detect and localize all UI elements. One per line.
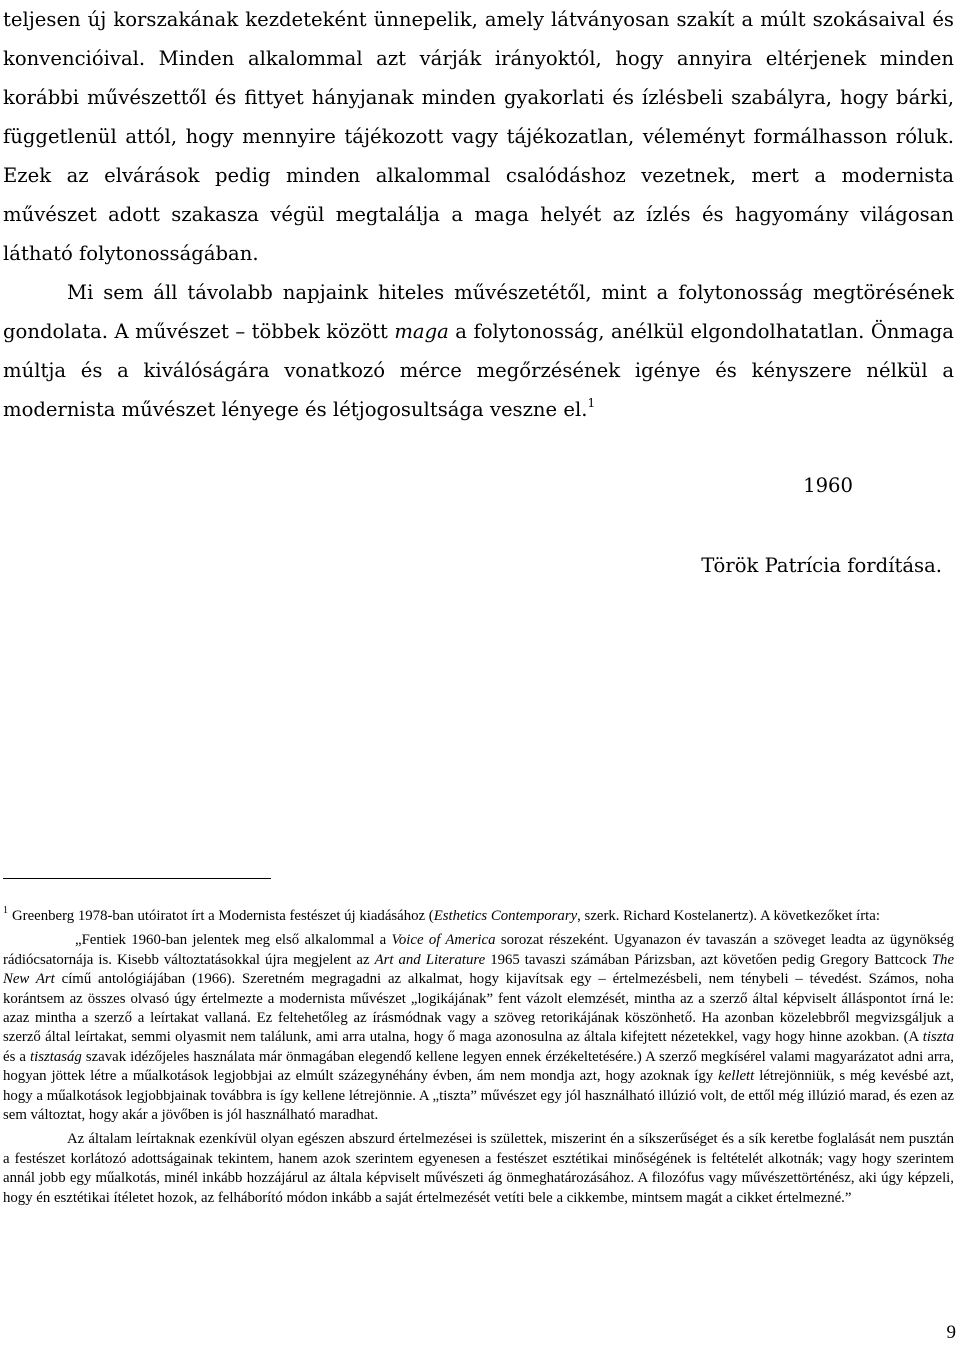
footnote-text: létrejönniük, s még kevésbé azt, hogy a műalkotások legjobbjainak továbbra is így kellene létrejönnie. A „tiszta” művészet egy jól használható illúzió volt, de ettől még illúzió marad, és ezen az sem változtat, hogy akár a jövőben is jól használható maradhat. xyxy=(3,1068,955,1124)
footnote-text: című antológiájában (1966). Szeretném megragadni az alkalmat, hogy kijavítsak egy – értelmezésbeli, nem ténybeli – tévedést. Számos, noha korántsem az összes olvasó úgy értelmezte a modernista művészet „logikájának” fent vázolt elemzését, mintha az a szerző által képviselt álláspontot írná le: azaz mintha a szerző a leírtakat vallaná. Ez feltehetőleg az írásmódnak vagy a szöveg retorikájának köszönhető. Ha azonban közelebbről megvizsgáljuk a szerző által leírtakat, semmi olyasmit nem találunk, ami arra utalna, hogy ő maga azonosulna az általa kifejtett nézetekkel, vagy hogy hinne azokban. (A xyxy=(3,971,954,1046)
footnote-text: sorozat részeként. Ugyanazon év tavaszán a szöveget leadta az ügynökség rádiócsatornája is. Kisebb változtatásokkal újra megjelent az xyxy=(3,932,954,968)
paragraph-2 xyxy=(3,273,954,429)
footnote-text: Greenberg 1978-ban utóiratot írt a Modernista festészet új kiadásához ( xyxy=(12,908,434,924)
footnote-text: 1965 tavaszi számában Párizsban, azt követően pedig Gregory Battcock xyxy=(485,951,932,968)
footnote-reference[interactable]: 1 xyxy=(587,396,596,410)
footnote-text: , szerk. Richard Kostelanertz). A következőket írta: xyxy=(577,908,880,924)
paragraph-2-part-a: Mi sem áll távolabb napjaink hiteles művészetétől, mint a folytonosság megtörésének gondolata. A művészet – többek között xyxy=(3,281,954,343)
footnote-separator xyxy=(3,878,271,879)
footnote-1-lead xyxy=(3,907,954,926)
paragraph-1: teljesen új korszakának kezdeteként ünnepelik, amely látványosan szakít a múlt szokásaival és konvencióival. Minden alkalommal azt várják irányoktól, hogy annyira eltérjenek minden korábbi művészettől és fittyet hányjanak minden gyakorlati és ízlésbeli szabályra, hogy bárki, függetlenül attól, hogy mennyire tájékozott vagy tájékozatlan, véleményt formálhasson róluk. Ezek az elvárások pedig minden alkalommal csalódáshoz vezetnek, mert a modernista művészet adott szakasza végül megtalálja a maga helyét az ízlés és hagyomány világosan látható folytonosságában. xyxy=(3,8,954,265)
footnote-1-paragraph-2: Az általam leírtaknak ezenkívül olyan egészen abszurd értelmezései is születtek, miszerint én a síkszerűséget és a sík keretbe foglalását nem pusztán a festészet korlátozó adottságainak tekintem, hanem azok szerintem egyenesen a festészet esztétikai minőségének is feltételét alkotnák; vagy hogy szerintem annál jobb egy műalkotás, minél inkább hozzájárul az általa képviselt művészeti ág önmeghatározásához. A filozófus vagy művészettörténész, aki úgy képzeli, hogy én esztétikai ítéletet hozok, az felháborító módon inkább a saját értelmezését vetíti bele a cikkembe, mintsem magát a cikket értelmezné.” xyxy=(3,1131,954,1206)
footnote-italic: Voice of America xyxy=(391,932,496,949)
footnote-italic: tisztaság xyxy=(29,1048,82,1065)
footnote-text: „Fentiek 1960-ban jelentek meg első alkalommal a xyxy=(75,932,392,949)
footnote-text: szavak idézőjeles használata már önmagában elegendő kellene legyen ennek érzékeltetésére.) A szerző megkísérel valami magyarázatot adni arra, hogyan jöttek létre a műalkotások legjobbjai az elmúlt százegynéhány évben, ám nem mondja azt, hogy azoknak így xyxy=(3,1048,955,1085)
translator-credit: Török Patrícia fordítása. xyxy=(701,554,942,577)
footnote-number: 1 xyxy=(3,905,8,916)
footnotes xyxy=(3,907,954,1208)
footnote-italic: The New Art xyxy=(3,951,955,988)
footnote-italic: tiszta xyxy=(922,1029,954,1046)
page-number: 9 xyxy=(946,1322,956,1343)
footnote-1-quote xyxy=(3,931,954,1125)
footnote-italic: Esthetics Contemporary xyxy=(433,908,578,924)
date: 1960 xyxy=(803,474,853,497)
footnote-italic: Art and Literature xyxy=(374,951,486,968)
paragraph-2-part-b: a folytonosság, anélkül elgondolhatatlan. Önmaga múltja és a kiválóságára vonatkozó mérce megőrzésének igénye és kényszere nélkül a modernista művészet lényege és létjogosultsága veszne el. xyxy=(3,320,954,421)
footnote-italic: kellett xyxy=(718,1068,755,1085)
paragraph-2-italic: maga xyxy=(394,320,449,343)
footnote-text: és a xyxy=(3,1048,30,1065)
main-text xyxy=(3,0,954,429)
